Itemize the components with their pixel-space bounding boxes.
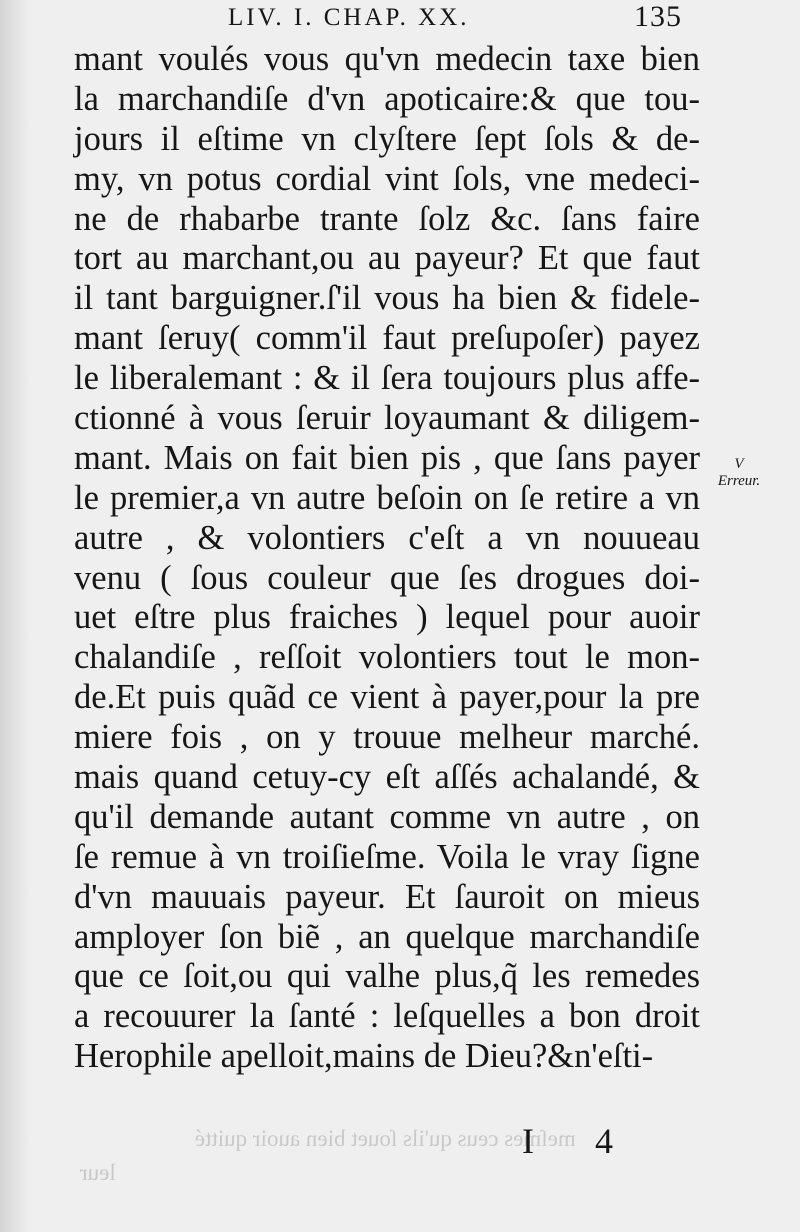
text-line: autre , & volontiers c'eſt a vn nouueau <box>74 518 700 557</box>
text-line: uet eſtre plus fraiches ) lequel pour auoir <box>74 598 700 637</box>
text-line: d'vn mauuais payeur. Et ſauroit on mieus <box>74 877 700 916</box>
text-line: a recouurer la ſanté : leſquelles a bon droit <box>74 997 700 1036</box>
text-line: tort au marchant,ou au payeur? Et que faut <box>74 239 700 278</box>
text-line: ctionné à vous ſeruir loyaumant & diligem- <box>74 399 700 438</box>
bleed-through-text <box>80 1122 576 1190</box>
text-line: miere fois , on y trouue melheur marché. <box>74 718 700 757</box>
bleed-through-line: meſmes ceus qu'ils ſouet bien auoir quitté <box>194 1126 576 1151</box>
text-line: qu'il demande autant comme vn autre , on <box>74 797 700 836</box>
signature-mark: I 4 <box>522 1121 639 1161</box>
body-text <box>74 40 700 1077</box>
text-line: le liberalemant : & il ſera toujours plus affe- <box>74 359 700 398</box>
text-line: la marchandiſe d'vn apoticaire:& que tou- <box>74 79 700 118</box>
text-line: jours il eſtime vn clyſtere ſept ſols & de- <box>74 119 700 158</box>
text-line: mant ſeruy( comm'il faut preſupoſer) payez <box>74 319 700 358</box>
text-line: mais quand cetuy-cy eſt aſſés achalandé, & <box>74 758 700 797</box>
text-line: que ce ſoit,ou qui valhe plus,q̃ les remedes <box>74 957 700 996</box>
text-line: de.Et puis quãd ce vient à payer,pour la pre <box>74 678 700 717</box>
page-number: 135 <box>634 0 682 33</box>
running-head: LIV. I. CHAP. XX. <box>228 4 470 31</box>
text-line: mant. Mais on fait bien pis , que ſans payer <box>74 438 700 477</box>
margin-note-label: Erreur. <box>717 473 761 489</box>
text-line: chalandiſe , reſſoit volontiers tout le mon- <box>74 638 700 677</box>
text-line: mant voulés vous qu'vn medecin taxe bien <box>74 40 700 78</box>
bleed-through-line: leur <box>80 1160 116 1185</box>
margin-note-mark: V <box>734 456 744 472</box>
text-line: my, vn potus cordial vint ſols, vne medeci- <box>74 159 700 198</box>
text-line: Herophile apelloit,mains de Dieu?&n'eſti- <box>74 1037 654 1076</box>
text-line: amployer ſon biẽ , an quelque marchandiſe <box>74 917 700 956</box>
text-line: le premier,a vn autre beſoin on ſe retire a vn <box>74 478 700 517</box>
text-line: venu ( ſous couleur que ſes drogues doi- <box>74 558 700 597</box>
gutter-shadow <box>0 0 30 1232</box>
margin-note <box>704 456 774 490</box>
text-line: ne de rhabarbe trante ſolz &c. ſans faire <box>74 199 700 238</box>
text-line: ſe remue à vn troiſieſme. Voila le vray ſigne <box>74 837 700 876</box>
text-line: il tant barguigner.ſ'il vous ha bien & fidele- <box>74 279 700 318</box>
